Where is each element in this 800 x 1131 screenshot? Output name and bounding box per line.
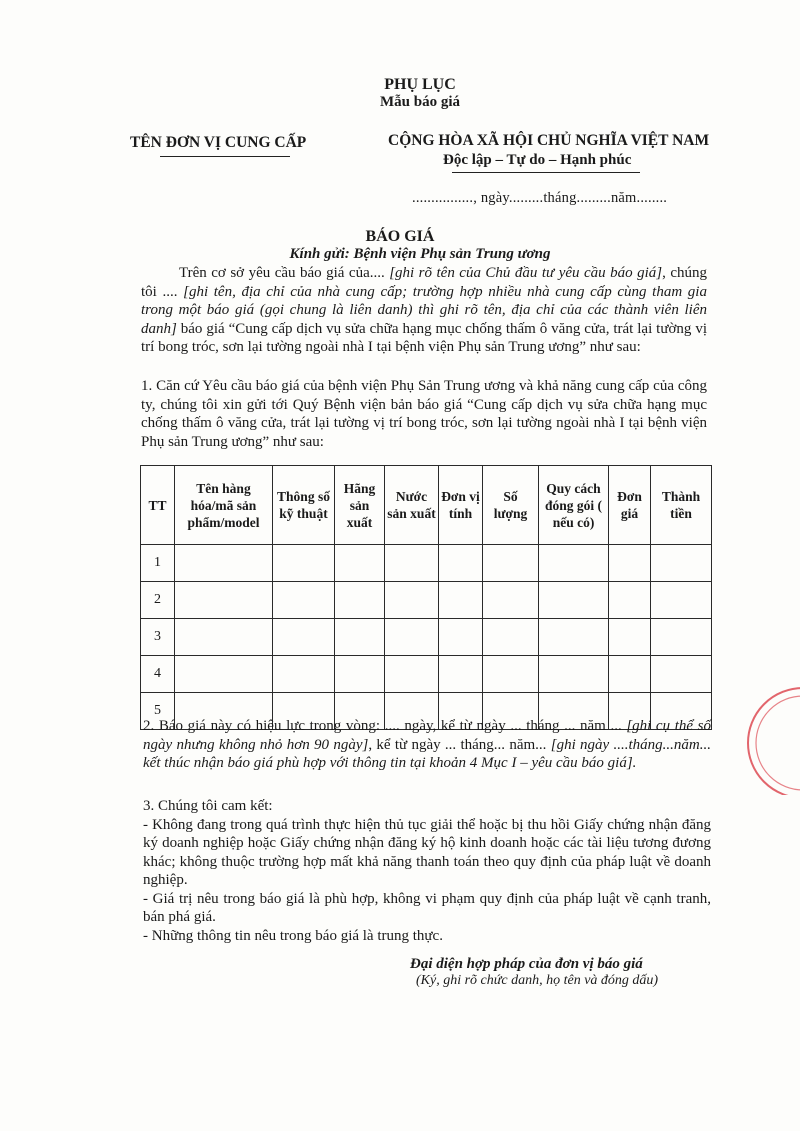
table-cell	[483, 656, 539, 693]
section2-run: 2. Báo giá này có hiệu lực trong vòng: .... ngày, kể từ ngày ... tháng ... năm ...	[143, 718, 627, 734]
table-cell	[273, 582, 335, 619]
table-cell	[335, 545, 385, 582]
table-header-cell: Thành tiền	[651, 466, 712, 545]
table-header-cell: Thông số kỹ thuật	[273, 466, 335, 545]
table-row	[141, 582, 712, 619]
republic-heading: CỘNG HÒA XÃ HỘI CHỦ NGHĨA VIỆT NAM	[388, 132, 710, 149]
intro-run: [ghi tên, địa chỉ của nhà cung cấp; trường hợp nhiều nhà cung cấp cùng tham gia trong một báo giá (gọi chung là liên danh) thì ghi rõ tên, địa chỉ của các thành viên liên danh]	[141, 283, 707, 337]
table-cell	[335, 619, 385, 656]
table-cell	[273, 656, 335, 693]
table-cell	[483, 582, 539, 619]
section-3-commitments	[143, 797, 711, 945]
table-cell	[539, 619, 609, 656]
motto-underline	[452, 172, 640, 173]
national-motto: Độc lập – Tự do – Hạnh phúc	[443, 152, 632, 168]
table-cell	[439, 619, 483, 656]
table-cell	[609, 582, 651, 619]
table-cell	[335, 656, 385, 693]
section2-run: , kể từ ngày ... tháng... năm...	[368, 736, 551, 753]
table-header-row	[141, 466, 712, 545]
row-number: 1	[141, 545, 175, 582]
table-cell	[651, 582, 712, 619]
table-cell	[175, 619, 273, 656]
table-cell	[609, 545, 651, 582]
table-header-cell: Hãng sản xuất	[335, 466, 385, 545]
table-header-cell: Đơn giá	[609, 466, 651, 545]
signature-note: (Ký, ghi rõ chức danh, họ tên và đóng dấu)	[416, 973, 659, 988]
table-cell	[651, 619, 712, 656]
supplier-name: TÊN ĐƠN VỊ CUNG CẤP	[130, 134, 307, 151]
section2-run: [ghi ngày ....tháng...năm... kết thúc nhận báo giá phù hợp với thông tin tại khoản 4 Mục I – yêu cầu báo giá].	[143, 736, 712, 771]
table-header-cell: Tên hàng hóa/mã sản phẩm/model	[175, 466, 273, 545]
intro-run: , chúng tôi ....	[141, 265, 707, 300]
commitment-item: - Giá trị nêu trong báo giá là phù hợp, không vi phạm quy định của pháp luật về cạnh tranh, bán phá giá.	[143, 890, 711, 925]
table-cell	[651, 656, 712, 693]
document-title: BÁO GIÁ	[365, 228, 435, 245]
table-cell	[651, 545, 712, 582]
commitments-heading: 3. Chúng tôi cam kết:	[143, 798, 273, 814]
section-1-paragraph: 1. Căn cứ Yêu cầu báo giá của bệnh viện Phụ Sản Trung ương và khả năng cung cấp của công ty, chúng tôi xin gửi tới Quý Bệnh viện bản báo giá “Cung cấp dịch vụ sửa chữa hạng mục chống thấm ô văng cửa, trát lại tường vị trí bong tróc, sơn lại tường ngoài nhà I tại bệnh viện Phụ sản Trung ương” như sau:	[141, 378, 707, 450]
row-number: 2	[141, 582, 175, 619]
table-cell	[439, 545, 483, 582]
table-cell	[175, 582, 273, 619]
table-cell	[273, 619, 335, 656]
table-cell	[273, 545, 335, 582]
table-cell	[385, 582, 439, 619]
table-cell	[483, 619, 539, 656]
table-cell	[385, 656, 439, 693]
table-cell	[539, 582, 609, 619]
row-number: 4	[141, 656, 175, 693]
table-header-cell: Nước sản xuất	[385, 466, 439, 545]
table-cell	[609, 656, 651, 693]
row-number: 5	[141, 693, 175, 730]
intro-run: [ghi rõ tên của Chủ đầu tư yêu cầu báo giá]	[389, 265, 663, 281]
supplier-underline	[160, 156, 290, 157]
table-cell	[175, 545, 273, 582]
table-row	[141, 619, 712, 656]
intro-paragraph	[141, 264, 707, 357]
table-row	[141, 656, 712, 693]
quote-table	[140, 465, 712, 730]
appendix-title: PHỤ LỤC	[384, 76, 456, 93]
table-cell	[385, 619, 439, 656]
appendix-subtitle: Mẫu báo giá	[379, 94, 460, 110]
table-cell	[609, 619, 651, 656]
commitment-item: - Không đang trong quá trình thực hiện thủ tục giải thể hoặc bị thu hồi Giấy chứng nhận đăng ký doanh nghiệp hoặc Giấy chứng nhận đăng ký hộ kinh doanh hoặc các tài liệu tương đương khác; không thuộc trường hợp mất khả năng thanh toán theo quy định của pháp luật về doanh nghiệp.	[143, 816, 711, 888]
table-cell	[539, 545, 609, 582]
table-cell	[483, 545, 539, 582]
recipient-line: Kính gửi: Bệnh viện Phụ sản Trung ương	[289, 246, 551, 262]
table-cell	[539, 656, 609, 693]
intro-run: Trên cơ sở yêu cầu báo giá của....	[179, 265, 390, 281]
table-header-cell: TT	[141, 466, 175, 545]
table-cell	[175, 656, 273, 693]
table-cell	[335, 582, 385, 619]
red-stamp-icon	[728, 685, 800, 795]
section-2-paragraph	[143, 717, 711, 773]
commitment-item: - Những thông tin nêu trong báo giá là trung thực.	[143, 927, 443, 944]
table-header-cell: Số lượng	[483, 466, 539, 545]
date-line: ................, ngày.........tháng.........năm........	[412, 190, 668, 206]
table-body	[141, 545, 712, 730]
intro-run: báo giá “Cung cấp dịch vụ sửa chữa hạng mục chống thấm ô văng cửa, trát lại tường vị trí bong tróc, sơn lại tường ngoài nhà I tại bệnh viện Phụ sản Trung ương” như sau:	[141, 320, 707, 355]
table-cell	[439, 582, 483, 619]
row-number: 3	[141, 619, 175, 656]
section2-run: [ghi cụ thể số ngày nhưng không nhỏ hơn 90 ngày]	[143, 718, 711, 753]
signature-title: Đại diện hợp pháp của đơn vị báo giá	[410, 956, 643, 972]
table-cell	[439, 656, 483, 693]
table-row	[141, 545, 712, 582]
table-header-cell: Đơn vị tính	[439, 466, 483, 545]
table-header-cell: Quy cách đóng gói ( nếu có)	[539, 466, 609, 545]
table-cell	[385, 545, 439, 582]
